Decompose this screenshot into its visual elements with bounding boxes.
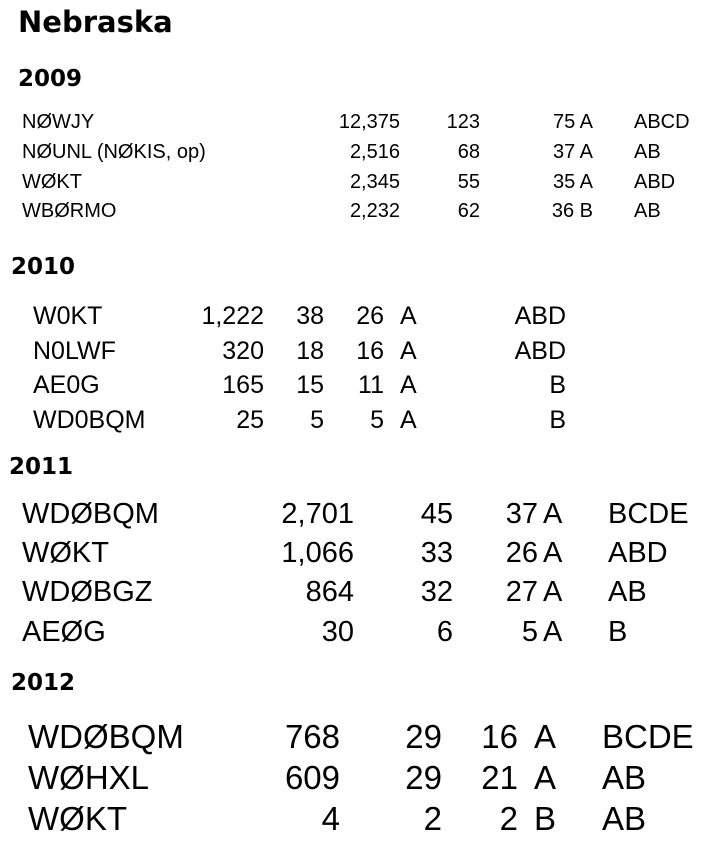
table-row bbox=[0, 141, 718, 165]
score-cell: 165 bbox=[222, 371, 264, 399]
bands-cell: AB bbox=[634, 200, 661, 222]
mult-cell: 21 bbox=[481, 759, 518, 796]
qso-cell: 18 bbox=[296, 337, 324, 365]
table-row bbox=[0, 171, 718, 195]
class-cell: A bbox=[543, 616, 563, 648]
callsign-cell: AE0G bbox=[33, 371, 100, 399]
bands-cell: ABD bbox=[514, 302, 566, 330]
bands-cell: AB bbox=[602, 759, 647, 796]
score-cell: 2,701 bbox=[281, 498, 354, 530]
qso-cell: 68 bbox=[457, 141, 480, 163]
mult-class-cell: 35 A bbox=[552, 171, 593, 193]
mult-cell: 26 bbox=[505, 537, 538, 569]
callsign-cell: NØWJY bbox=[22, 111, 95, 133]
mult-cell: 16 bbox=[481, 718, 518, 755]
class-cell: B bbox=[534, 800, 557, 837]
score-cell: 25 bbox=[236, 406, 264, 434]
callsign-cell: WDØBQM bbox=[28, 718, 184, 755]
bands-cell: AB bbox=[602, 800, 647, 837]
callsign-cell: AEØG bbox=[22, 616, 106, 648]
page-title: Nebraska bbox=[18, 5, 173, 39]
qso-cell: 32 bbox=[420, 576, 453, 608]
table-row bbox=[0, 498, 718, 532]
mult-cell: 5 bbox=[521, 616, 538, 648]
callsign-cell: WDØBQM bbox=[22, 498, 159, 530]
bands-cell: ABD bbox=[514, 337, 566, 365]
table-row bbox=[0, 718, 718, 756]
table-row bbox=[0, 759, 718, 797]
score-cell: 768 bbox=[284, 718, 340, 755]
mult-class-cell: 37 A bbox=[552, 141, 593, 163]
callsign-cell: WDØBGZ bbox=[22, 576, 153, 608]
class-cell: A bbox=[400, 337, 417, 365]
mult-cell: 26 bbox=[356, 302, 384, 330]
year-heading-2009: 2009 bbox=[18, 66, 83, 92]
bands-cell: B bbox=[549, 406, 566, 434]
table-row bbox=[0, 616, 718, 650]
bands-cell: ABD bbox=[634, 171, 676, 193]
qso-cell: 29 bbox=[405, 759, 442, 796]
table-row bbox=[0, 406, 718, 436]
table-row bbox=[0, 111, 718, 135]
year-heading-2012: 2012 bbox=[11, 670, 76, 696]
table-row bbox=[0, 200, 718, 224]
qso-cell: 29 bbox=[405, 718, 442, 755]
qso-cell: 6 bbox=[436, 616, 453, 648]
qso-cell: 38 bbox=[296, 302, 324, 330]
qso-cell: 45 bbox=[420, 498, 453, 530]
bands-cell: AB bbox=[608, 576, 647, 608]
qso-cell: 15 bbox=[296, 371, 324, 399]
mult-cell: 11 bbox=[358, 371, 384, 399]
score-cell: 1,222 bbox=[201, 302, 264, 330]
bands-cell: ABD bbox=[608, 537, 668, 569]
bands-cell: B bbox=[608, 616, 628, 648]
score-cell: 2,345 bbox=[349, 171, 400, 193]
score-cell: 12,375 bbox=[338, 111, 400, 133]
mult-cell: 2 bbox=[499, 800, 518, 837]
callsign-cell: W0KT bbox=[33, 302, 103, 330]
qso-cell: 33 bbox=[420, 537, 453, 569]
callsign-cell: N0LWF bbox=[33, 337, 116, 365]
table-row bbox=[0, 800, 718, 838]
callsign-cell: WBØRMO bbox=[22, 200, 117, 222]
table-row bbox=[0, 337, 718, 367]
score-cell: 30 bbox=[321, 616, 354, 648]
qso-cell: 2 bbox=[423, 800, 442, 837]
table-row bbox=[0, 371, 718, 401]
class-cell: A bbox=[543, 498, 563, 530]
class-cell: A bbox=[543, 537, 563, 569]
table-row bbox=[0, 537, 718, 571]
callsign-cell: WØKT bbox=[22, 171, 82, 193]
qso-cell: 62 bbox=[457, 200, 480, 222]
score-cell: 2,232 bbox=[349, 200, 400, 222]
table-row bbox=[0, 302, 718, 332]
score-cell: 2,516 bbox=[349, 141, 400, 163]
qso-cell: 55 bbox=[457, 171, 480, 193]
class-cell: A bbox=[534, 718, 557, 755]
mult-cell: 16 bbox=[356, 337, 384, 365]
score-cell: 320 bbox=[222, 337, 264, 365]
bands-cell: B bbox=[549, 371, 566, 399]
mult-cell: 5 bbox=[370, 406, 384, 434]
class-cell: A bbox=[534, 759, 557, 796]
mult-cell: 27 bbox=[505, 576, 538, 608]
year-heading-2010: 2010 bbox=[11, 254, 76, 280]
bands-cell: AB bbox=[634, 141, 661, 163]
year-heading-2011: 2011 bbox=[9, 454, 74, 480]
callsign-cell: WØHXL bbox=[28, 759, 150, 796]
score-cell: 4 bbox=[321, 800, 340, 837]
callsign-cell: NØUNL (NØKIS, op) bbox=[22, 141, 206, 163]
callsign-cell: WD0BQM bbox=[33, 406, 146, 434]
mult-class-cell: 75 A bbox=[552, 111, 593, 133]
qso-cell: 5 bbox=[310, 406, 324, 434]
mult-cell: 37 bbox=[505, 498, 538, 530]
mult-class-cell: 36 B bbox=[551, 200, 593, 222]
score-cell: 864 bbox=[305, 576, 354, 608]
score-cell: 609 bbox=[284, 759, 340, 796]
qso-cell: 123 bbox=[446, 111, 480, 133]
bands-cell: ABCD bbox=[634, 111, 690, 133]
table-row bbox=[0, 576, 718, 610]
class-cell: A bbox=[400, 371, 417, 399]
callsign-cell: WØKT bbox=[22, 537, 109, 569]
class-cell: A bbox=[400, 302, 417, 330]
bands-cell: BCDE bbox=[602, 718, 694, 755]
callsign-cell: WØKT bbox=[28, 800, 127, 837]
class-cell: A bbox=[543, 576, 563, 608]
score-cell: 1,066 bbox=[281, 537, 354, 569]
bands-cell: BCDE bbox=[608, 498, 689, 530]
class-cell: A bbox=[400, 406, 417, 434]
